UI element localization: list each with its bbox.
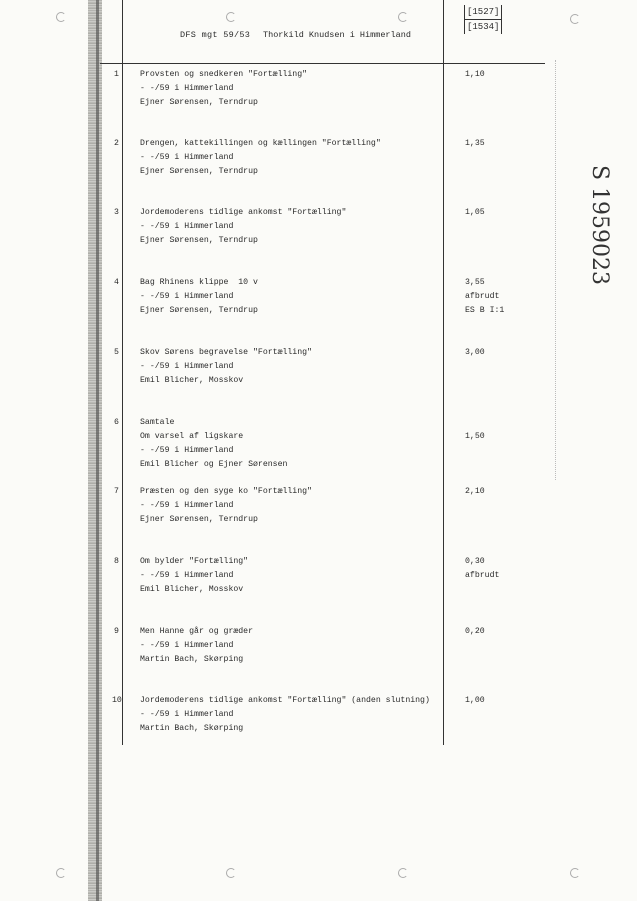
entry-number: 1 bbox=[114, 70, 119, 79]
entry-date: - -/59 i Himmerland bbox=[140, 292, 234, 301]
entry-title: Jordemoderens tidlige ankomst "Fortælling" bbox=[140, 208, 347, 217]
entry-duration: 1,35 bbox=[465, 139, 485, 148]
punch-hole-icon bbox=[226, 868, 236, 878]
entry-date: - -/59 i Himmerland bbox=[140, 222, 234, 231]
entry-title: Præsten og den syge ko "Fortælling" bbox=[140, 487, 312, 496]
entry-date: - -/59 i Himmerland bbox=[140, 501, 234, 510]
entry-number: 8 bbox=[114, 557, 119, 566]
entry-number: 7 bbox=[114, 487, 119, 496]
entry-title: Men Hanne går og græder bbox=[140, 627, 254, 636]
entry-informant: Martin Bach, Skørping bbox=[140, 724, 244, 733]
column-divider-number bbox=[122, 0, 123, 745]
entry-informant: Ejner Sørensen, Terndrup bbox=[140, 236, 258, 245]
entry-informant: Ejner Sørensen, Terndrup bbox=[140, 306, 258, 315]
header-code: DFS mgt 59/53 bbox=[180, 30, 251, 40]
entry-subtitle: Om varsel af ligskare bbox=[140, 432, 244, 441]
entry-number: 2 bbox=[114, 139, 119, 148]
entry-duration: 1,05 bbox=[465, 208, 485, 217]
entry-informant: Emil Blicher og Ejner Sørensen bbox=[140, 460, 288, 469]
entry-duration: 3,00 bbox=[465, 348, 485, 357]
entry-duration: 0,20 bbox=[465, 627, 485, 636]
punch-hole-icon bbox=[398, 12, 408, 22]
margin-dots bbox=[555, 60, 557, 480]
column-divider-duration bbox=[443, 0, 444, 745]
entry-title: Om bylder "Fortælling" bbox=[140, 557, 249, 566]
punch-hole-icon bbox=[570, 14, 580, 24]
entry-title: Provsten og snedkeren "Fortælling" bbox=[140, 70, 308, 79]
entry-date: - -/59 i Himmerland bbox=[140, 571, 234, 580]
binding-strip bbox=[88, 0, 102, 901]
binding-edge bbox=[96, 0, 99, 901]
entry-number: 9 bbox=[114, 627, 119, 636]
entry-informant: Ejner Sørensen, Terndrup bbox=[140, 515, 258, 524]
entry-informant: Emil Blicher, Mosskov bbox=[140, 376, 244, 385]
entry-number: 3 bbox=[114, 208, 119, 217]
number-top: [1527] bbox=[464, 5, 502, 20]
header-numbers bbox=[464, 5, 502, 34]
number-bottom: [1534] bbox=[464, 20, 502, 34]
entry-duration: 1,10 bbox=[465, 70, 485, 79]
entry-informant: Ejner Sørensen, Terndrup bbox=[140, 98, 258, 107]
entry-title: Skov Sørens begravelse "Fortælling" bbox=[140, 348, 312, 357]
punch-hole-icon bbox=[570, 868, 580, 878]
entry-number: 4 bbox=[114, 278, 119, 287]
entry-title: Jordemoderens tidlige ankomst "Fortælling" (anden slutning) bbox=[140, 696, 430, 705]
entry-number: 5 bbox=[114, 348, 119, 357]
entry-informant: Martin Bach, Skørping bbox=[140, 655, 244, 664]
entry-date: - -/59 i Himmerland bbox=[140, 153, 234, 162]
entry-date: - -/59 i Himmerland bbox=[140, 446, 234, 455]
entry-title: Samtale bbox=[140, 418, 175, 427]
entry-duration: 1,00 bbox=[465, 696, 485, 705]
entry-date: - -/59 i Himmerland bbox=[140, 362, 234, 371]
entry-title: Drengen, kattekillingen og kællingen "Fortælling" bbox=[140, 139, 381, 148]
entry-duration: 2,10 bbox=[465, 487, 485, 496]
header-divider bbox=[100, 63, 545, 64]
handwritten-note: S 1959023 bbox=[587, 165, 612, 286]
entry-date: - -/59 i Himmerland bbox=[140, 84, 234, 93]
header-title: Thorkild Knudsen i Himmerland bbox=[263, 30, 411, 40]
entry-date: - -/59 i Himmerland bbox=[140, 641, 234, 650]
entry-informant: Ejner Sørensen, Terndrup bbox=[140, 167, 258, 176]
punch-hole-icon bbox=[226, 12, 236, 22]
punch-hole-icon bbox=[398, 868, 408, 878]
punch-hole-icon bbox=[56, 868, 66, 878]
entry-date: - -/59 i Himmerland bbox=[140, 710, 234, 719]
entry-duration: 1,50 bbox=[465, 432, 485, 442]
entry-title: Bag Rhinens klippe 10 v bbox=[140, 278, 258, 287]
entry-number: 6 bbox=[114, 418, 119, 427]
entry-duration: 0,30 afbrudt bbox=[465, 557, 500, 581]
entry-informant: Emil Blicher, Mosskov bbox=[140, 585, 244, 594]
entry-number: 10 bbox=[112, 696, 122, 705]
punch-hole-icon bbox=[56, 12, 66, 22]
entry-duration: 3,55 afbrudt ES B I:1 bbox=[465, 278, 505, 316]
